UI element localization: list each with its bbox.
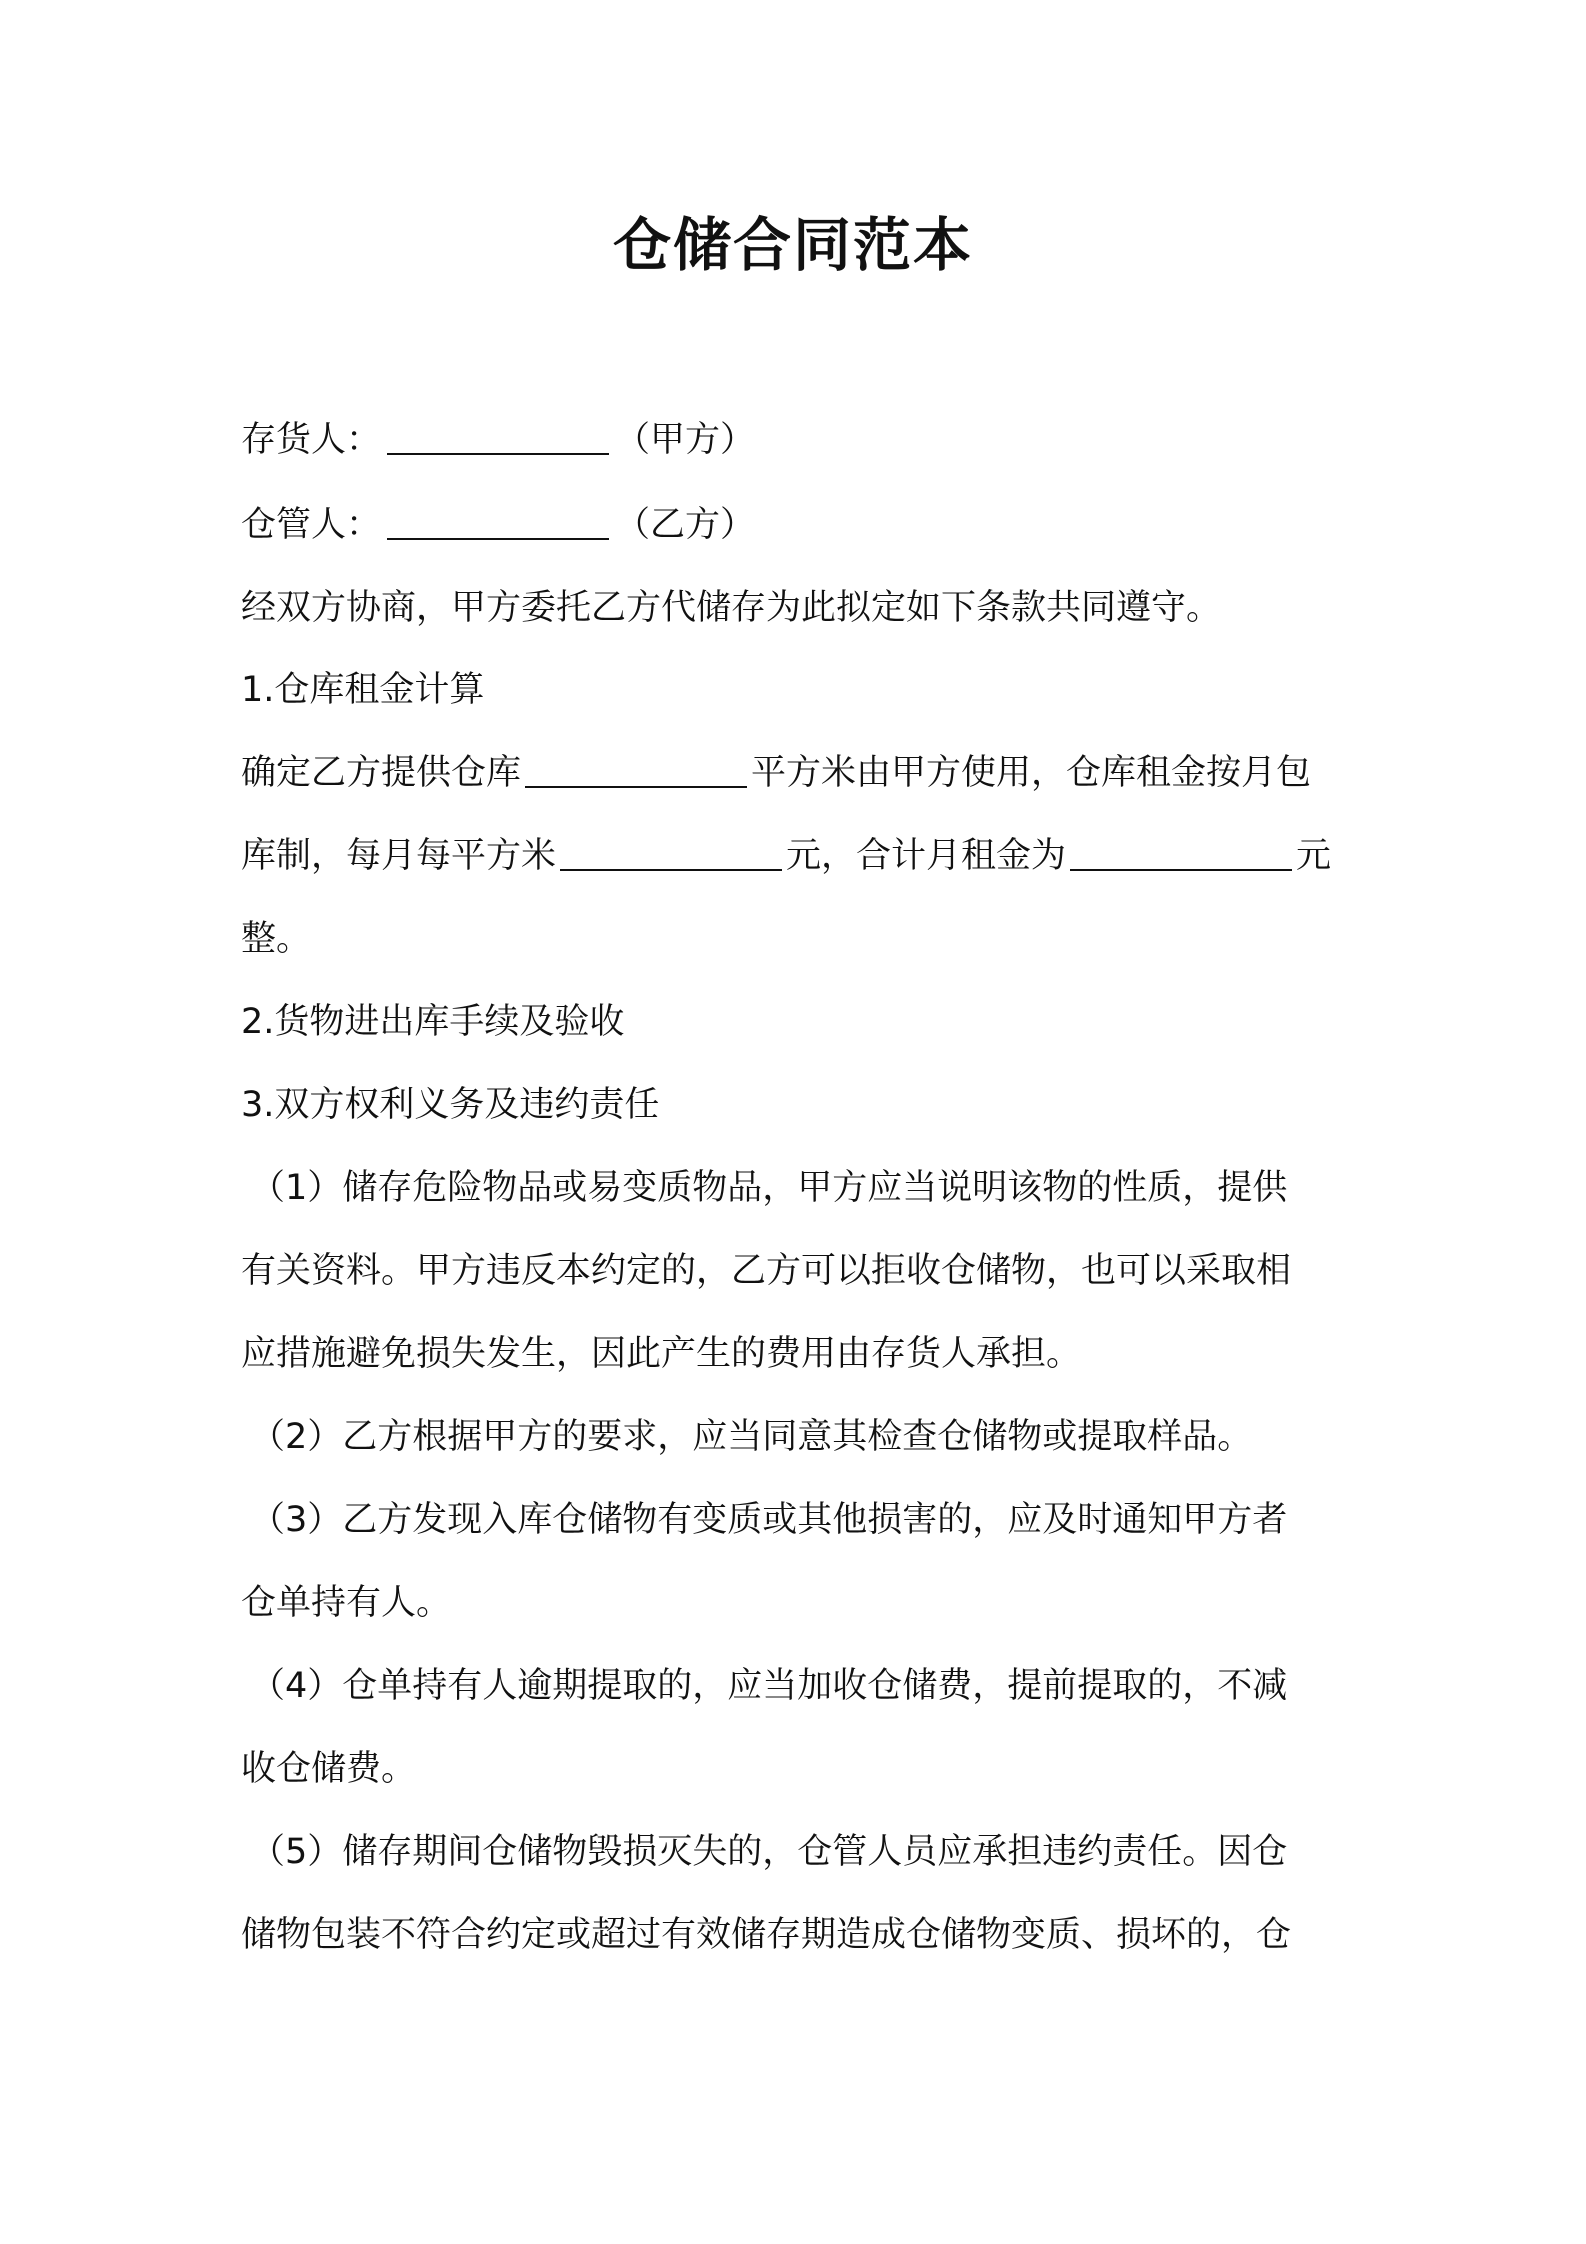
warehouse-area-blank xyxy=(525,748,747,788)
monthly-rent-blank xyxy=(1070,831,1292,871)
item3-line2: 仓单持有人。 xyxy=(241,1583,452,1623)
document-title: 仓储合同范本 xyxy=(612,211,973,279)
party-b-blank xyxy=(387,500,609,540)
section1-line1-text-a: 确定乙方提供仓库 xyxy=(241,753,522,793)
section1-line1 xyxy=(241,745,1351,801)
party-a-line xyxy=(241,412,1351,468)
section1-line2-text-a: 库制，每月每平方米 xyxy=(241,836,557,876)
item2-line1: （2）乙方根据甲方的要求，应当同意其检查仓储物或提取样品。 xyxy=(250,1417,1253,1457)
item4-line1: （4）仓单持有人逾期提取的，应当加收仓储费，提前提取的，不减 xyxy=(250,1666,1288,1706)
party-b-suffix: （乙方） xyxy=(615,505,756,545)
item5-line2: 储物包装不符合约定或超过有效储存期造成仓储物变质、损坏的，仓 xyxy=(241,1915,1292,1955)
unit-price-blank xyxy=(560,831,782,871)
party-a-suffix: （甲方） xyxy=(615,420,756,460)
party-a-label: 存货人： xyxy=(241,420,382,460)
section1-line2 xyxy=(241,828,1351,884)
item1-line2: 有关资料。甲方违反本约定的，乙方可以拒收仓储物，也可以采取相 xyxy=(241,1251,1292,1291)
item1-line1: （1）储存危险物品或易变质物品，甲方应当说明该物的性质，提供 xyxy=(250,1168,1288,1208)
section1-heading: 1.仓库租金计算 xyxy=(241,670,485,710)
item1-line3: 应措施避免损失发生，因此产生的费用由存货人承担。 xyxy=(241,1334,1082,1374)
section1-line2-text-b: 元，合计月租金为 xyxy=(786,836,1067,876)
section3-heading: 3.双方权利义务及违约责任 xyxy=(241,1085,660,1125)
item5-line1: （5）储存期间仓储物毁损灭失的，仓管人员应承担违约责任。因仓 xyxy=(250,1832,1288,1872)
party-b-line xyxy=(241,497,1351,553)
section1-line1-text-b: 平方米由甲方使用，仓库租金按月包 xyxy=(751,753,1312,793)
section1-line3: 整。 xyxy=(241,919,312,959)
item4-line2: 收仓储费。 xyxy=(241,1749,417,1789)
section1-line2-text-c: 元 xyxy=(1296,836,1332,876)
intro-paragraph: 经双方协商，甲方委托乙方代储存为此拟定如下条款共同遵守。 xyxy=(241,588,1222,628)
item3-line1: （3）乙方发现入库仓储物有变质或其他损害的，应及时通知甲方者 xyxy=(250,1500,1288,1540)
party-a-blank xyxy=(387,415,609,455)
party-b-label: 仓管人： xyxy=(241,505,382,545)
section2-heading: 2.货物进出库手续及验收 xyxy=(241,1002,625,1042)
